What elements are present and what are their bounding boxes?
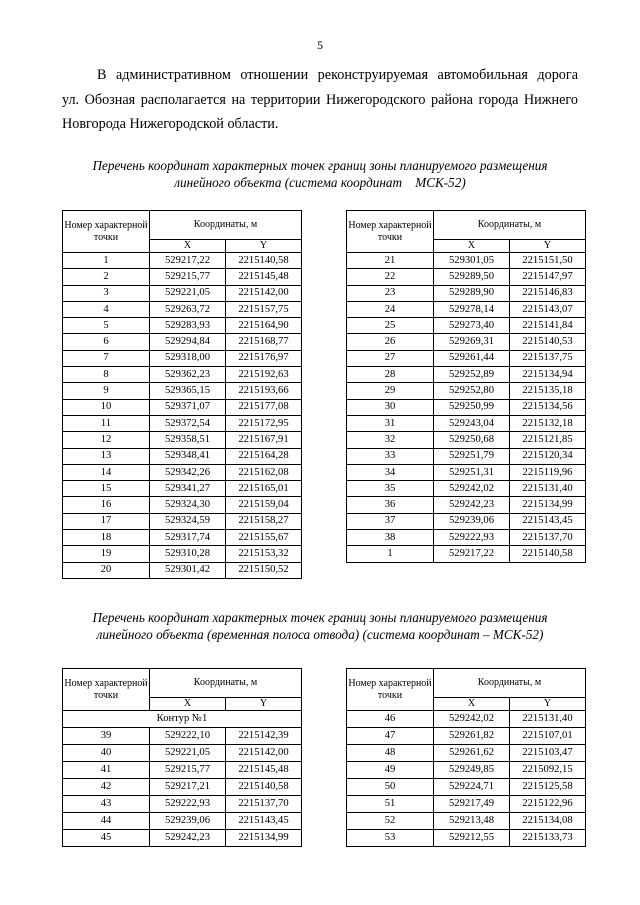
point-number-cell: 15 [63,481,150,497]
x-cell: 529341,27 [150,481,226,497]
point-number-cell: 47 [347,728,434,745]
point-number-cell: 53 [347,830,434,847]
table-row [63,415,302,431]
coordinates-header: Координаты, м [150,211,302,240]
table-row [63,301,302,317]
y-cell: 2215164,90 [226,318,302,334]
table-row [347,779,586,796]
point-number-cell: 27 [347,350,434,366]
point-number-cell: 26 [347,334,434,350]
y-cell: 2215140,58 [226,253,302,269]
x-cell: 529249,85 [434,762,510,779]
point-number-cell: 34 [347,464,434,480]
point-number-cell: 44 [63,813,150,830]
x-cell: 529362,23 [150,367,226,383]
x-cell: 529289,90 [434,285,510,301]
point-number-cell: 28 [347,367,434,383]
x-cell: 529278,14 [434,301,510,317]
table-row [63,269,302,285]
y-cell: 2215092,15 [510,762,586,779]
y-cell: 2215134,99 [226,830,302,847]
y-cell: 2215165,01 [226,481,302,497]
table4-body [347,711,586,847]
point-number-header: Номер характерной точки [347,669,434,711]
y-cell: 2215135,18 [510,383,586,399]
point-number-cell: 45 [63,830,150,847]
table-row [347,318,586,334]
y-cell: 2215120,34 [510,448,586,464]
table-row [63,464,302,480]
x-cell: 529372,54 [150,415,226,431]
table-row [347,546,586,562]
section1-caption-line1: Перечень координат характерных точек границ зоны планируемого размещения [92,158,548,173]
y-cell: 2215157,75 [226,301,302,317]
y-cell: 2215192,63 [226,367,302,383]
y-cell: 2215176,97 [226,350,302,366]
x-cell: 529251,79 [434,448,510,464]
x-cell: 529318,00 [150,350,226,366]
table-row [63,728,302,745]
point-number-cell: 51 [347,796,434,813]
table-row [347,415,586,431]
x-cell: 529261,62 [434,745,510,762]
y-cell: 2215193,66 [226,383,302,399]
x-header: X [434,698,510,711]
x-cell: 529215,77 [150,762,226,779]
point-number-cell: 41 [63,762,150,779]
point-number-cell: 23 [347,285,434,301]
table-row [63,432,302,448]
y-cell: 2215143,45 [510,513,586,529]
y-cell: 2215172,95 [226,415,302,431]
table-row [347,269,586,285]
y-cell: 2215140,58 [510,546,586,562]
table-row [63,481,302,497]
point-number-cell: 3 [63,285,150,301]
table-row [347,745,586,762]
y-cell: 2215164,28 [226,448,302,464]
point-number-cell: 42 [63,779,150,796]
point-number-cell: 49 [347,762,434,779]
x-cell: 529310,28 [150,546,226,562]
x-cell: 529213,48 [434,813,510,830]
table-row [347,399,586,415]
coordinates-table-2 [346,210,586,563]
y-cell: 2215151,50 [510,253,586,269]
x-cell: 529269,31 [434,334,510,350]
point-number-cell: 14 [63,464,150,480]
y-cell: 2215132,18 [510,415,586,431]
point-number-cell: 19 [63,546,150,562]
table-row [347,448,586,464]
intro-line-2: ул. Обозная располагается на территории Нижегородского района города Нижнего [62,91,578,108]
table-row [63,513,302,529]
y-cell: 2215122,96 [510,796,586,813]
table-row [347,383,586,399]
point-number-header: Номер характерной точки [63,669,150,711]
point-number-cell: 31 [347,415,434,431]
table-row [63,497,302,513]
table-row [63,745,302,762]
x-cell: 529217,22 [434,546,510,562]
y-cell: 2215162,08 [226,464,302,480]
point-number-cell: 48 [347,745,434,762]
x-cell: 529212,55 [434,830,510,847]
x-cell: 529261,44 [434,350,510,366]
x-cell: 529221,05 [150,285,226,301]
y-cell: 2215145,48 [226,762,302,779]
point-number-header: Номер характерной точки [63,211,150,253]
x-cell: 529222,93 [150,796,226,813]
table-row [63,762,302,779]
y-cell: 2215125,58 [510,779,586,796]
point-number-cell: 17 [63,513,150,529]
x-cell: 529217,49 [434,796,510,813]
y-cell: 2215155,67 [226,530,302,546]
table-row [347,796,586,813]
table-row [347,432,586,448]
y-cell: 2215134,94 [510,367,586,383]
point-number-cell: 7 [63,350,150,366]
point-number-cell: 9 [63,383,150,399]
point-number-cell: 12 [63,432,150,448]
y-cell: 2215158,27 [226,513,302,529]
table2-body [347,253,586,563]
y-header: Y [226,698,302,711]
table-row [347,350,586,366]
x-cell: 529263,72 [150,301,226,317]
table-row [63,779,302,796]
table-row [347,762,586,779]
table-row [347,481,586,497]
y-cell: 2215143,07 [510,301,586,317]
coordinates-header: Координаты, м [434,211,586,240]
x-cell: 529250,99 [434,399,510,415]
intro-line-1: В административном отношении реконструируемая автомобильная дорога [97,67,578,83]
coordinates-header: Координаты, м [434,669,586,698]
point-number-cell: 50 [347,779,434,796]
section2-caption-line1: Перечень координат характерных точек границ зоны планируемого размещения [92,610,548,625]
section1-caption [40,157,600,191]
y-cell: 2215140,58 [226,779,302,796]
coordinates-table-4 [346,668,586,847]
y-cell: 2215140,53 [510,334,586,350]
table-row [63,399,302,415]
x-cell: 529371,07 [150,399,226,415]
x-cell: 529348,41 [150,448,226,464]
y-cell: 2215142,00 [226,745,302,762]
point-number-cell: 43 [63,796,150,813]
point-number-cell: 16 [63,497,150,513]
x-cell: 529324,30 [150,497,226,513]
point-number-cell: 39 [63,728,150,745]
table-row [347,728,586,745]
x-cell: 529289,50 [434,269,510,285]
x-cell: 529342,26 [150,464,226,480]
point-number-cell: 8 [63,367,150,383]
x-header: X [150,240,226,253]
table-row [347,285,586,301]
x-cell: 529324,59 [150,513,226,529]
x-cell: 529242,23 [150,830,226,847]
y-header: Y [226,240,302,253]
table-row [347,334,586,350]
x-cell: 529222,93 [434,530,510,546]
point-number-cell: 33 [347,448,434,464]
x-cell: 529243,04 [434,415,510,431]
table-row [347,813,586,830]
table-row [63,530,302,546]
table-row [347,464,586,480]
y-cell: 2215168,77 [226,334,302,350]
point-number-cell: 38 [347,530,434,546]
x-cell: 529242,23 [434,497,510,513]
x-cell: 529217,22 [150,253,226,269]
point-number-cell: 30 [347,399,434,415]
y-cell: 2215121,85 [510,432,586,448]
y-cell: 2215107,01 [510,728,586,745]
y-cell: 2215134,99 [510,497,586,513]
table-row [347,301,586,317]
x-cell: 529251,31 [434,464,510,480]
table1-body [63,253,302,579]
section2-caption-line2: линейного объекта (временная полоса отвода) (система координат – МСК-52) [96,627,544,642]
table-row [347,830,586,847]
x-cell: 529261,82 [434,728,510,745]
coordinates-table-3 [62,668,302,847]
point-number-cell: 20 [63,562,150,578]
table-row [63,318,302,334]
x-cell: 529252,89 [434,367,510,383]
point-number-cell: 46 [347,711,434,728]
page-number: 5 [317,38,323,52]
table-row [347,253,586,269]
table-row [63,334,302,350]
x-header: X [150,698,226,711]
table-row [63,285,302,301]
x-cell: 529358,51 [150,432,226,448]
x-cell: 529317,74 [150,530,226,546]
intro-paragraph [62,63,578,137]
point-number-cell: 6 [63,334,150,350]
x-cell: 529294,84 [150,334,226,350]
point-number-cell: 1 [63,253,150,269]
point-number-cell: 5 [63,318,150,334]
x-cell: 529252,80 [434,383,510,399]
point-number-cell: 2 [63,269,150,285]
y-cell: 2215142,00 [226,285,302,301]
x-cell: 529239,06 [150,813,226,830]
table-row [63,448,302,464]
y-cell: 2215134,56 [510,399,586,415]
y-cell: 2215103,47 [510,745,586,762]
x-cell: 529242,02 [434,711,510,728]
y-cell: 2215141,84 [510,318,586,334]
x-cell: 529217,21 [150,779,226,796]
y-cell: 2215131,40 [510,711,586,728]
y-header: Y [510,240,586,253]
y-cell: 2215131,40 [510,481,586,497]
x-cell: 529222,10 [150,728,226,745]
y-cell: 2215153,32 [226,546,302,562]
point-number-cell: 29 [347,383,434,399]
contour-label: Контур №1 [63,711,302,728]
y-cell: 2215137,70 [510,530,586,546]
y-cell: 2215145,48 [226,269,302,285]
y-cell: 2215143,45 [226,813,302,830]
point-number-cell: 4 [63,301,150,317]
table-row [63,383,302,399]
point-number-cell: 40 [63,745,150,762]
point-number-cell: 36 [347,497,434,513]
section1-caption-line2: линейного объекта (система координат МСК-52) [174,175,466,190]
table-row [347,711,586,728]
point-number-cell: 52 [347,813,434,830]
coordinates-header: Координаты, м [150,669,302,698]
x-cell: 529215,77 [150,269,226,285]
y-cell: 2215177,08 [226,399,302,415]
point-number-cell: 22 [347,269,434,285]
table-row [347,513,586,529]
point-number-cell: 35 [347,481,434,497]
point-number-cell: 11 [63,415,150,431]
y-header: Y [510,698,586,711]
table-row [63,830,302,847]
x-cell: 529239,06 [434,513,510,529]
y-cell: 2215146,83 [510,285,586,301]
coordinates-table-1 [62,210,302,579]
y-cell: 2215137,70 [226,796,302,813]
x-cell: 529224,71 [434,779,510,796]
point-number-cell: 21 [347,253,434,269]
point-number-cell: 1 [347,546,434,562]
x-header: X [434,240,510,253]
intro-line-3: Новгорода Нижегородской области. [62,116,279,132]
point-number-cell: 32 [347,432,434,448]
table-row [347,367,586,383]
table-row [347,530,586,546]
point-number-cell: 37 [347,513,434,529]
x-cell: 529301,05 [434,253,510,269]
point-number-header: Номер характерной точки [347,211,434,253]
y-cell: 2215142,39 [226,728,302,745]
y-cell: 2215119,96 [510,464,586,480]
point-number-cell: 25 [347,318,434,334]
y-cell: 2215133,73 [510,830,586,847]
table-row [63,796,302,813]
point-number-cell: 24 [347,301,434,317]
y-cell: 2215147,97 [510,269,586,285]
y-cell: 2215137,75 [510,350,586,366]
y-cell: 2215134,08 [510,813,586,830]
table-row [63,367,302,383]
y-cell: 2215167,91 [226,432,302,448]
point-number-cell: 18 [63,530,150,546]
table-row [63,813,302,830]
point-number-cell: 13 [63,448,150,464]
x-cell: 529365,15 [150,383,226,399]
x-cell: 529221,05 [150,745,226,762]
table-row [347,497,586,513]
table-row [63,253,302,269]
section2-caption [40,609,600,643]
x-cell: 529242,02 [434,481,510,497]
x-cell: 529250,68 [434,432,510,448]
point-number-cell: 10 [63,399,150,415]
x-cell: 529283,93 [150,318,226,334]
table3-body [63,728,302,847]
table-row [63,562,302,578]
table-row [63,350,302,366]
y-cell: 2215150,52 [226,562,302,578]
y-cell: 2215159,04 [226,497,302,513]
table-row [63,546,302,562]
x-cell: 529273,40 [434,318,510,334]
x-cell: 529301,42 [150,562,226,578]
